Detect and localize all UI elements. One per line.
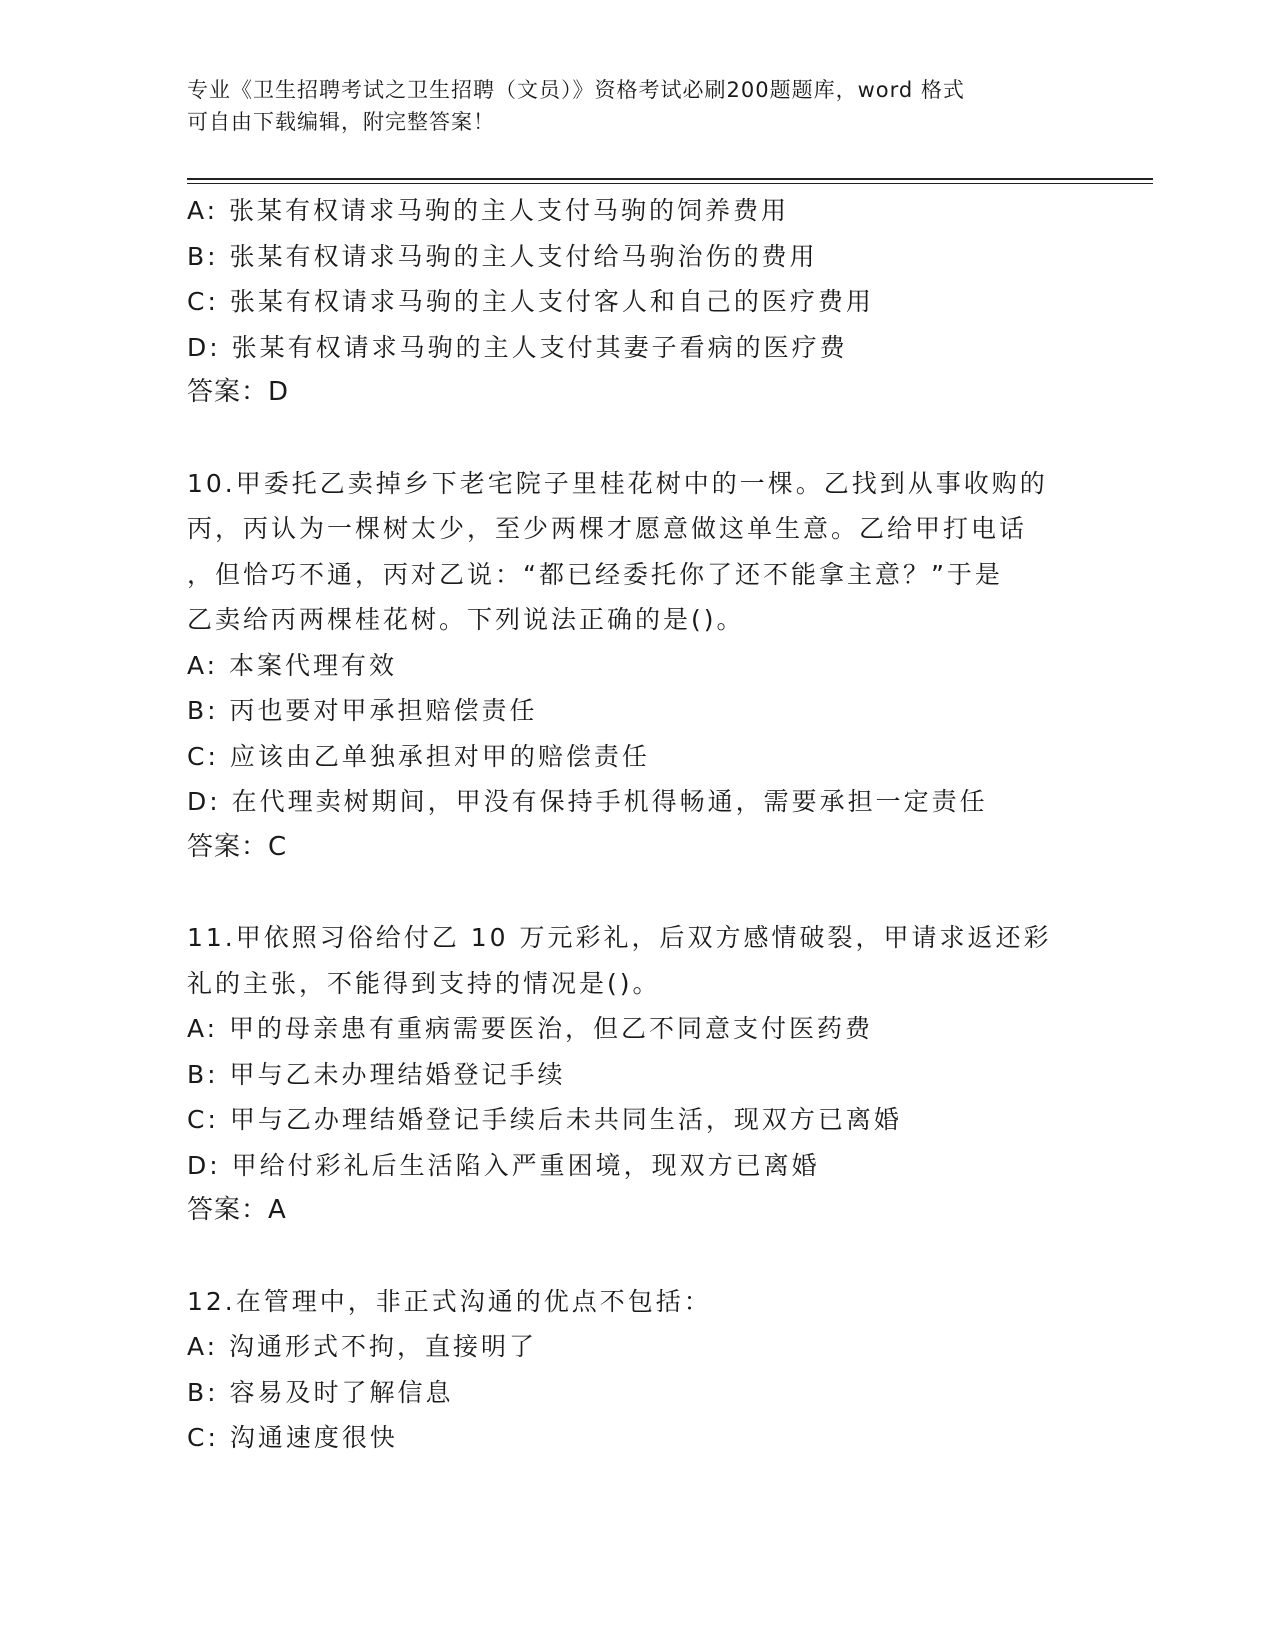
question-stem-line: 乙卖给丙两棵桂花树。下列说法正确的是()。	[187, 605, 745, 634]
option-a: A: 沟通形式不拘，直接明了	[187, 1332, 538, 1361]
question-stem-line: 12.在管理中，非正式沟通的优点不包括：	[187, 1286, 712, 1316]
question-list	[187, 188, 1087, 1461]
question-10	[187, 461, 1087, 871]
question-9	[187, 188, 1087, 416]
option-c: C: 甲与乙办理结婚登记手续后未共同生活，现双方已离婚	[187, 1105, 902, 1134]
option-a: A: 甲的母亲患有重病需要医治，但乙不同意支付医药费	[187, 1014, 874, 1043]
option-d: D: 甲给付彩礼后生活陷入严重困境，现双方已离婚	[187, 1150, 820, 1180]
option-c: C: 张某有权请求马驹的主人支付客人和自己的医疗费用	[187, 287, 874, 316]
question-11	[187, 915, 1087, 1234]
option-d: D: 在代理卖树期间，甲没有保持手机得畅通，需要承担一定责任	[187, 787, 988, 816]
question-stem-line: ，但恰巧不通，丙对乙说：“都已经委托你了还不能拿主意？”于是	[187, 559, 1003, 589]
option-c: C: 应该由乙单独承担对甲的赔偿责任	[187, 741, 650, 771]
header-line-1: 专业《卫生招聘考试之卫生招聘（文员）》资格考试必刷200题题库，word 格式	[187, 78, 965, 102]
question-stem-line: 礼的主张，不能得到支持的情况是()。	[187, 968, 661, 998]
option-b: B: 容易及时了解信息	[187, 1377, 454, 1407]
option-b: B: 丙也要对甲承担赔偿责任	[187, 696, 538, 725]
option-b: B: 甲与乙未办理结婚登记手续	[187, 1059, 566, 1089]
answer: 答案：D	[187, 377, 290, 407]
document-header	[187, 74, 1087, 138]
spacer	[187, 416, 1087, 461]
spacer	[187, 1234, 1087, 1279]
question-stem-line: 丙，丙认为一棵树太少，至少两棵才愿意做这单生意。乙给甲打电话	[187, 514, 1028, 543]
header-divider	[187, 178, 1153, 184]
answer: 答案：C	[187, 831, 288, 862]
question-stem-line: 10.甲委托乙卖掉乡下老宅院子里桂花树中的一棵。乙找到从事收购的	[187, 468, 1048, 498]
option-a: A: 本案代理有效	[187, 650, 398, 680]
header-line-2: 可自由下载编辑，附完整答案！	[187, 110, 495, 134]
option-a: A: 张某有权请求马驹的主人支付马驹的饲养费用	[187, 196, 790, 225]
question-stem-line: 11.甲依照习俗给付乙 10 万元彩礼，后双方感情破裂，甲请求返还彩	[187, 923, 1052, 952]
option-b: B: 张某有权请求马驹的主人支付给马驹治伤的费用	[187, 241, 818, 271]
question-12	[187, 1279, 1087, 1461]
option-c: C: 沟通速度很快	[187, 1423, 398, 1452]
answer: 答案：A	[187, 1195, 287, 1225]
option-d: D: 张某有权请求马驹的主人支付其妻子看病的医疗费	[187, 332, 848, 362]
spacer	[187, 870, 1087, 915]
